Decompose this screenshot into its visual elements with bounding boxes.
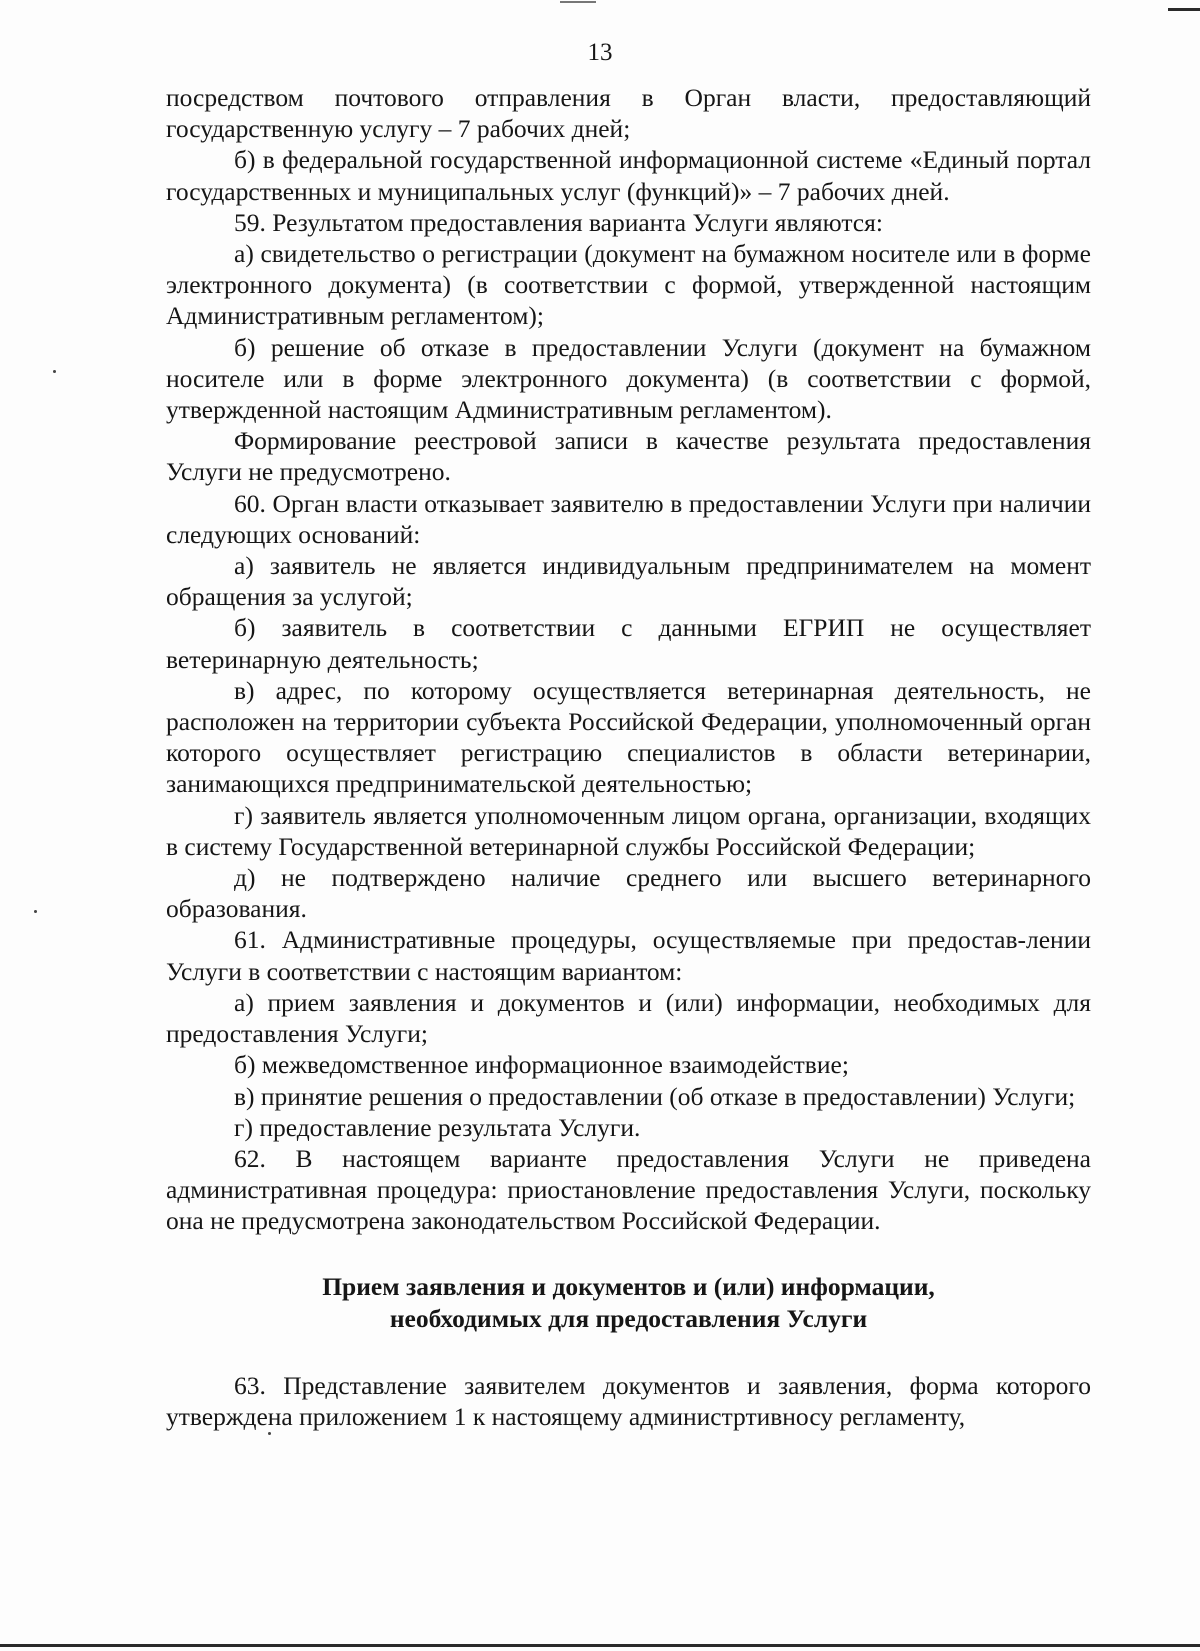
paragraph: д) не подтверждено наличие среднего или высшего ветеринарного образования.	[166, 863, 1091, 924]
paragraph: а) свидетельство о регистрации (документ на бумажном носителе или в форме электронного документа) (в соответствии с формой, утвержденной настоящим Административным регламентом);	[166, 239, 1091, 331]
paragraph: б) заявитель в соответствии с данными ЕГРИП не осуществляет ветеринарную деятельность;	[166, 613, 1091, 674]
paragraph: а) заявитель не является индивидуальным предпринимателем на момент обращения за услугой;	[166, 551, 1091, 612]
scan-edge-mark-bottom	[0, 1644, 1200, 1647]
paragraph: посредством почтового отправления в Орган власти, предоставляющий государственную услугу – 7 рабочих дней;	[166, 83, 1091, 144]
paragraph-list-after-heading	[166, 1370, 1091, 1432]
page-number: 13	[587, 39, 613, 66]
section-heading-line-2: необходимых для предоставления Услуги	[389, 1303, 868, 1333]
section-heading-line-1: Прием заявления и документов и (или) информации,	[322, 1271, 935, 1301]
paragraph: в) адрес, по которому осуществляется ветеринарная деятельность, не расположен на территории субъекта Российской Федерации, уполномоченный орган которого осуществляет регистрацию специалистов в области ветеринарии, занимающихся предпринимательской деятельностью;	[166, 675, 1091, 799]
scan-edge-mark-top-right	[1168, 8, 1200, 11]
section-heading	[166, 1271, 1091, 1335]
paragraph: б) решение об отказе в предоставлении Услуги (документ на бумажном носителе или в форме электронного документа) (в соответствии с формой, утвержденной настоящим Административным регламентом).	[166, 332, 1091, 425]
paragraph: а) прием заявления и документов и (или) информации, необходимых для предоставления Услуги;	[166, 987, 1091, 1049]
paragraph: б) в федеральной государственной информационной системе «Единый портал государственных и муниципальных услуг (функций)» – 7 рабочих дней.	[166, 145, 1091, 206]
scan-speck	[53, 370, 56, 373]
paragraph: г) заявитель является уполномоченным лицом органа, организации, входящих в систему Государственной ветеринарной службы Российской Федерации;	[166, 800, 1091, 861]
paragraph-list	[166, 82, 1091, 1237]
paragraph: в) принятие решения о предоставлении (об отказе в предоставлении) Услуги;	[234, 1081, 1076, 1111]
paragraph: г) предоставление результата Услуги.	[234, 1112, 641, 1142]
scan-speck	[34, 910, 37, 913]
paragraph: 63. Представление заявителем документов и заявления, форма которого утверждена приложением 1 к настоящему администртивносу регламенту,	[166, 1370, 1091, 1431]
paragraph: б) межведомственное информационное взаимодействие;	[234, 1050, 849, 1080]
document-body	[166, 82, 1091, 1432]
paragraph: 61. Административные процедуры, осуществляемые при предостав-лении Услуги в соответствии с настоящим вариантом:	[166, 925, 1091, 986]
paragraph: 62. В настоящем варианте предоставления Услуги не приведена административная процедура: приостановление предоставления Услуги, поскольку она не предусмотрена законодательством Российской Федерации.	[166, 1143, 1091, 1236]
scan-edge-mark-top	[560, 1, 596, 3]
paragraph: 60. Орган власти отказывает заявителю в предоставлении Услуги при наличии следующих оснований:	[166, 488, 1091, 549]
paragraph: Формирование реестровой записи в качестве результата предоставления Услуги не предусмотрено.	[166, 426, 1091, 487]
scan-speck	[268, 1432, 271, 1435]
paragraph: 59. Результатом предоставления варианта Услуги являются:	[234, 207, 883, 237]
